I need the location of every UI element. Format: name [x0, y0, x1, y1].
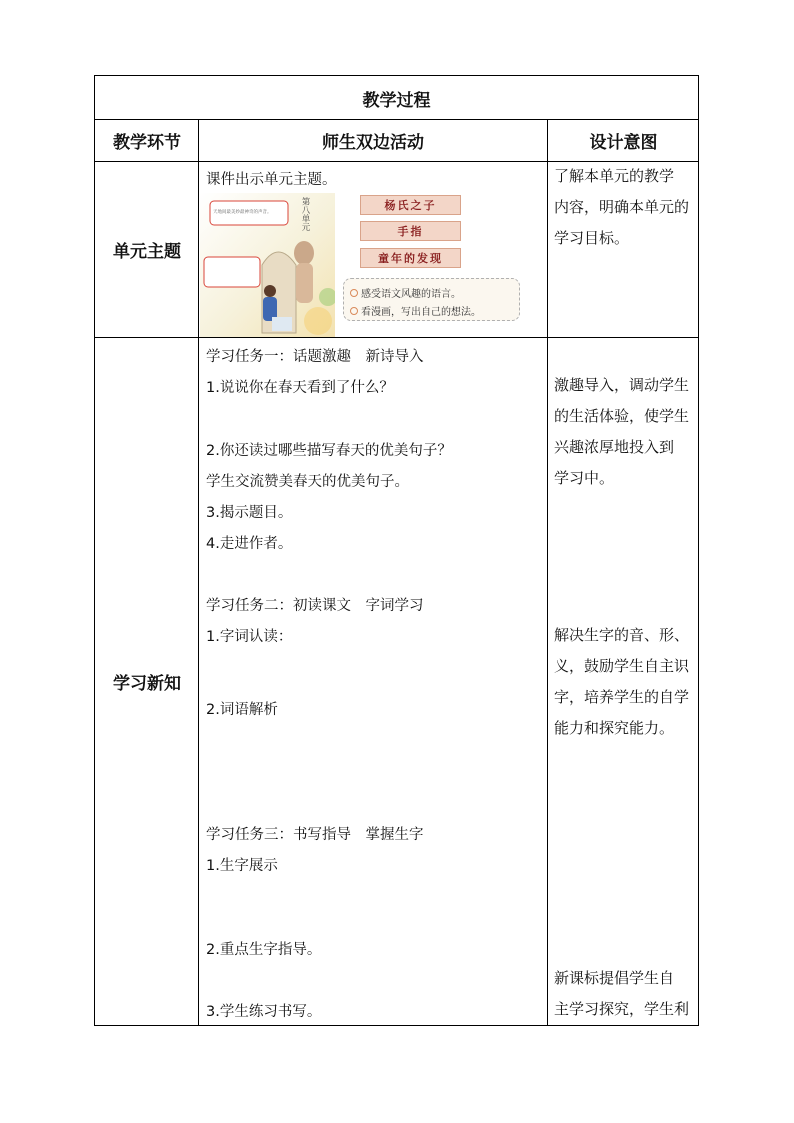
- activity-line: 1.生字展示: [206, 858, 278, 874]
- illustration-note: 天地间最美妙最神奇的声音。: [213, 210, 272, 215]
- goal-bullet-icon: [350, 307, 358, 315]
- activity-line: 3.揭示题目。: [206, 505, 293, 521]
- stage-learn-new: 学习新知: [113, 674, 181, 694]
- intent-block: 新课标提倡学生自 主学习探究，学生利: [554, 969, 690, 1018]
- intent-block: 激趣导入，调动学生 的生活体验，使学生 兴趣浓厚地投入到 学习中。: [554, 376, 690, 487]
- header-intent: 设计意图: [589, 133, 658, 153]
- unit-goals-box: [343, 278, 520, 321]
- goal-item: 看漫画，写出自己的想法。: [350, 303, 481, 318]
- activity-line: 学习任务二：初读课文 字词学习: [206, 598, 424, 614]
- activity-line: 2.重点生字指导。: [206, 942, 322, 958]
- header-activity: 师生双边活动: [322, 133, 424, 153]
- column-divider: [547, 119, 548, 1025]
- intent-block: 解决生字的音、形、 义，鼓励学生自主识 字，培养学生的自学 能力和探究能力。: [554, 626, 690, 737]
- lesson-pill: 童年的发现: [360, 248, 461, 268]
- activity-line: 1.说说你在春天看到了什么？: [206, 380, 394, 396]
- goal-item: 感受语文风趣的语言。: [350, 285, 461, 300]
- unit-theme-illustration: [200, 193, 522, 339]
- unit-label: 第八单元: [300, 197, 310, 231]
- table-title: 教学过程: [362, 90, 431, 111]
- teaching-process-table: [94, 75, 699, 1026]
- activity-line: 3.学生练习书写。: [206, 1004, 322, 1020]
- activity-line: 课件出示单元主题。: [206, 172, 337, 188]
- header-stage: 教学环节: [113, 133, 181, 153]
- stage-unit-theme: 单元主题: [113, 242, 181, 262]
- intent-unit-theme: 了解本单元的教学 内容，明确本单元的 学习目标。: [554, 167, 690, 247]
- activity-line: 4.走进作者。: [206, 536, 293, 552]
- activity-line: 2.词语解析: [206, 702, 278, 718]
- activity-line: 学习任务三：书写指导 掌握生字: [206, 827, 424, 843]
- lesson-pill: 杨氏之子: [360, 195, 461, 215]
- activity-line: 学生交流赞美春天的优美句子。: [206, 474, 409, 490]
- goal-bullet-icon: [350, 289, 358, 297]
- lesson-pill: 手指: [360, 221, 461, 241]
- activity-line: 学习任务一：话题激趣 新诗导入: [206, 349, 424, 365]
- activity-line: 2.你还读过哪些描写春天的优美句子？: [206, 443, 452, 459]
- activity-line: 1.字词认读：: [206, 629, 293, 645]
